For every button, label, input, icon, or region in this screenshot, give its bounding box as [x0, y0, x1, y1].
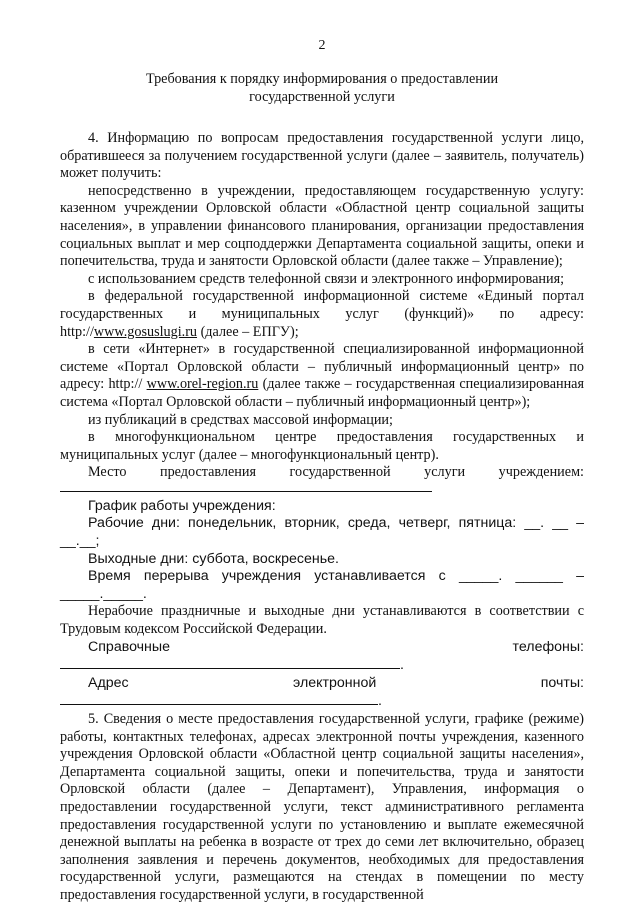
document-body [60, 130, 584, 905]
internet-text-b: (далее также – государственная специализированная система «Портал Орловской области – публичный информационный центр»); [60, 376, 584, 410]
paragraph-5: 5. Сведения о месте предоставления государственной услуги, графике (режиме) работы, контактных телефонах, адресах электронной почты учреждения, казенного учреждения Орловской области «Областной центр социальной защиты населения», Департамента социальной защиты, опеки и попечительства, труда и занятости Орловской области (далее – Департамент), Управления, информация о предоставлении государственной услуги, текст административного регламента предоставления государственной услуги по установлению и выплате ежемесячной денежной выплаты на ребенка в возрасте от трех до семи лет включительно, образец заполнения заявления и перечень документов, необходимых для предоставления государственной услуги, размещаются на стендах в помещении по месту предоставления государственной услуги, в государственной [60, 711, 584, 903]
phones-line: Справочные телефоны: . [60, 639, 584, 675]
phones-fill [60, 656, 400, 669]
page-number: 2 [318, 38, 326, 53]
section-title-line-2: государственной услуги [249, 89, 395, 105]
email-fill [60, 692, 378, 705]
workdays-line: Рабочие дни: понедельник, вторник, среда, четверг, пятница: __. __ – __.__; [60, 515, 584, 550]
email-label: Адрес электронной почты: [88, 674, 584, 691]
email-line: Адрес электронной почты: . [60, 675, 584, 711]
paragraph-internet [60, 341, 584, 411]
paragraph-mfc: в многофункциональном центре предоставления государственных и муниципальных услуг (далее – многофункциональный центр). [60, 429, 584, 463]
paragraph-media: из публикаций в средствах массовой информации; [88, 411, 393, 428]
section-title [60, 70, 584, 106]
section-title-line-1: Требования к порядку информирования о предоставлении [145, 71, 499, 87]
orel-region-link[interactable]: www.orel-region.ru [146, 376, 259, 393]
paragraph-phone: с использованием средств телефонной связи и электронного информирования; [88, 270, 565, 287]
epgu-text-b: (далее – ЕПГУ); [197, 323, 299, 340]
epgu-text-a: в федеральной государственной информационной системе «Единый портал государственных и муниципальных услуг (функций)» по адресу: http:// [60, 288, 584, 340]
weekends-line: Выходные дни: суббота, воскресенье. [88, 550, 339, 567]
paragraph-direct-contact: непосредственно в учреждении, предоставляющем государственную услугу: казенном учреждении Орловской области «Областной центр социальной защиты населения», в управлении финансового планирования, организации предоставления социальных выплат и мер соцподдержки Департамента социальной защиты, опеки и попечительства, труда и занятости Орловской области (далее также – Управление); [60, 182, 584, 270]
holidays-line: Нерабочие праздничные и выходные дни устанавливаются в соответствии с Трудовым кодексом Российской Федерации. [60, 603, 584, 638]
break-line: Время перерыва учреждения устанавливается с _____. ______ – _____._____. [60, 568, 584, 602]
paragraph-place: Место предоставления государственной услуги учреждением: [88, 464, 584, 481]
paragraph-4-intro: 4. Информацию по вопросам предоставления государственной услуги лицо, обратившееся за получением государственной услуги (далее – заявитель, получатель) может получить: [60, 130, 584, 182]
phones-label: Справочные телефоны: [88, 638, 584, 655]
internet-text-a: в сети «Интернет» в государственной специализированной информационной системе «Портал Орловской области – публичный информационный центр» по адресу: http:// [60, 341, 584, 393]
gosuslugi-link[interactable]: www.gosuslugi.ru [93, 323, 198, 340]
paragraph-epgu [60, 288, 584, 341]
schedule-title: График работы учреждения: [88, 497, 276, 514]
